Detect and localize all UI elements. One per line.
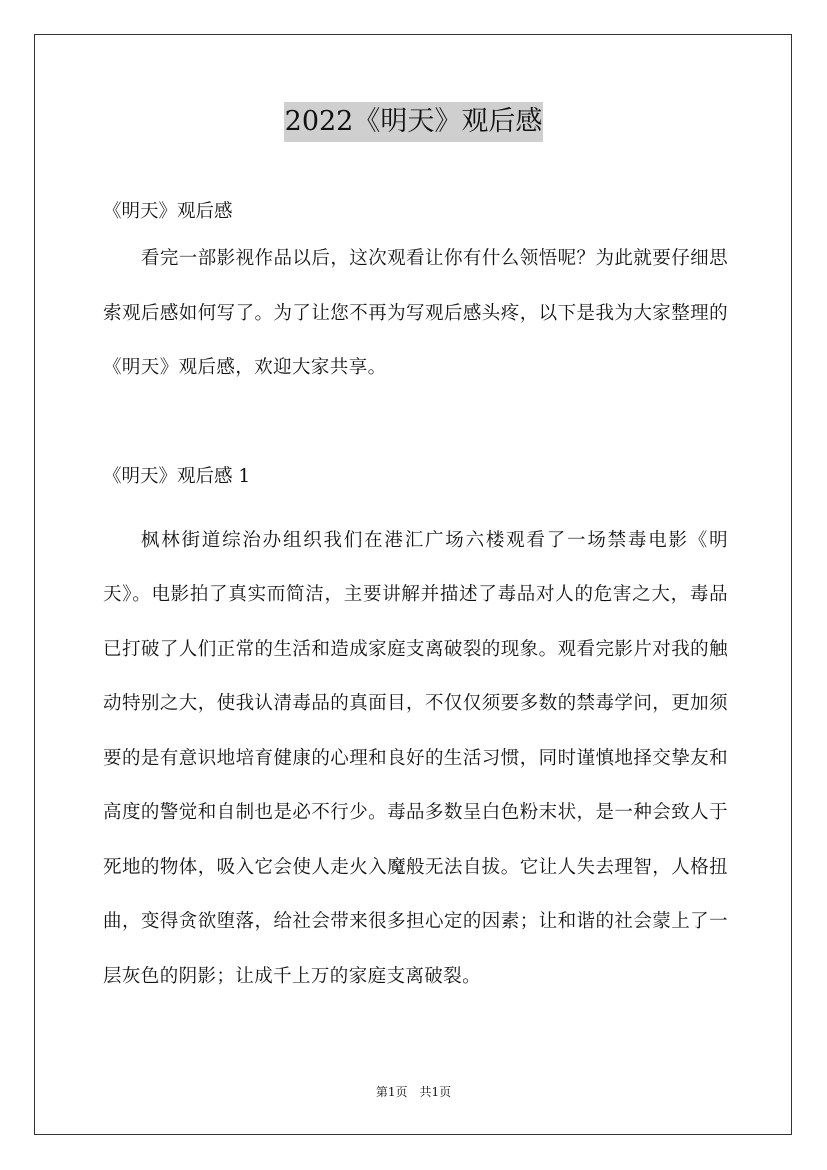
- title-container: [0, 102, 827, 142]
- section1-heading: 《明天》观后感 1: [103, 465, 251, 487]
- section1-paragraph: 枫林街道综治办组织我们在港汇广场六楼观看了一场禁毒电影《明天》。电影拍了真实而简洁，主要讲解并描述了毒品对人的危害之大，毒品已打破了人们正常的生活和造成家庭支离破裂的现象。观看完影片对我的触动特别之大，使我认清毒品的真面目，不仅仅须要多数的禁毒学问，更加须要的是有意识地培育健康的心理和良好的生活习惯，同时谨慎地择交挚友和高度的警觉和自制也是必不行少。毒品多数呈白色粉末状，是一种会致人于死地的物体，吸入它会使人走火入魔般无法自拔。它让人失去理智，人格扭曲，变得贪欲堕落，给社会带来很多担心定的因素；让和谐的社会蒙上了一层灰色的阴影；让成千上万的家庭支离破裂。: [103, 529, 728, 987]
- intro-heading: 《明天》观后感: [103, 201, 233, 222]
- document-body: [103, 174, 728, 1004]
- page-number: 第1页 共1页: [375, 1085, 452, 1099]
- page-footer: [0, 1082, 827, 1102]
- intro-paragraph: 看完一部影视作品以后，这次观看让你有什么领悟呢？为此就要仔细思索观后感如何写了。为了让您不再为写观后感头疼，以下是我为大家整理的《明天》观后感，欢迎大家共享。: [103, 248, 728, 378]
- document-title: 2022《明天》观后感: [284, 102, 544, 142]
